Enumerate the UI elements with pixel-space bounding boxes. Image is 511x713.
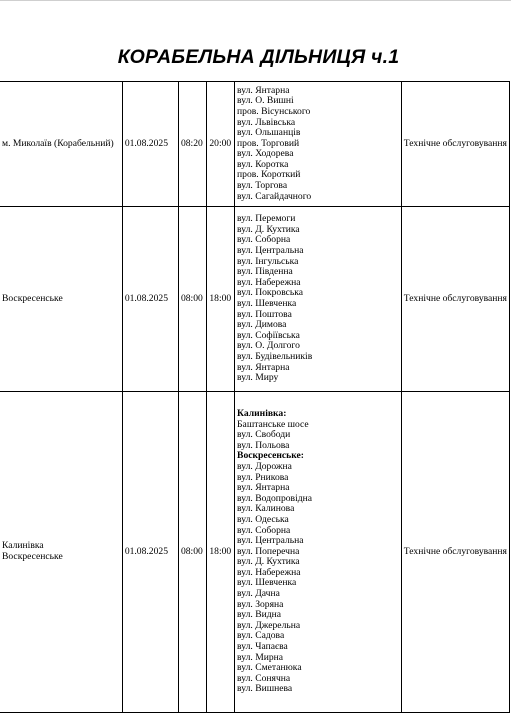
start-time-cell: 08:20: [178, 82, 206, 207]
street-item: вул. Польова: [237, 439, 290, 451]
outage-schedule-table: [0, 81, 510, 713]
table-row: [0, 82, 510, 207]
street-item: вул. Набережна: [237, 566, 301, 578]
street-item: вул. Шевченка: [237, 577, 297, 589]
end-time-cell: 18:00: [207, 207, 235, 392]
start-time-cell: 08:00: [178, 207, 206, 392]
date-cell: 01.08.2025: [122, 207, 178, 392]
date-cell: 01.08.2025: [122, 82, 178, 207]
street-item: вул. Зоряна: [237, 598, 284, 610]
street-item: вул. Сметанюка: [237, 662, 302, 674]
street-item: вул. Ходорева: [237, 148, 294, 160]
street-item: вул. Поштова: [237, 308, 292, 320]
street-item: вул. Львівська: [237, 116, 296, 128]
street-item: пров. Торговий: [237, 137, 300, 149]
streets-cell: [235, 392, 402, 713]
streets-cell: [235, 207, 402, 392]
end-time-cell: 18:00: [207, 392, 235, 713]
street-item: вул. Південна: [237, 266, 293, 278]
end-time-cell: 20:00: [207, 82, 235, 207]
settlement-heading: Калинівка:: [237, 407, 287, 419]
street-item: Баштанське шосе: [237, 418, 309, 430]
settlement-heading: Воскресенське:: [237, 450, 304, 462]
street-item: вул. Центральна: [237, 245, 304, 257]
street-item: вул. Набережна: [237, 276, 301, 288]
date-cell: 01.08.2025: [122, 392, 178, 713]
street-item: вул. Д. Кухтика: [237, 556, 300, 568]
street-item: пров. Вісунського: [237, 105, 311, 117]
street-item: вул. О. Вишні: [237, 95, 294, 107]
street-item: вул. О. Долгого: [237, 340, 300, 352]
location-cell: Воскресенське: [0, 207, 122, 392]
street-item: вул. Центральна: [237, 535, 304, 547]
street-item: вул. Інгульська: [237, 255, 299, 267]
street-item: вул. Ольшанців: [237, 127, 301, 139]
street-item: вул. Софіївська: [237, 329, 300, 341]
street-item: вул. Дорожна: [237, 460, 292, 472]
street-item: вул. Д. Кухтика: [237, 223, 300, 235]
street-item: вул. Вишнева: [237, 683, 293, 695]
street-item: вул. Садова: [237, 630, 285, 642]
reason-cell: Технічне обслуговування: [401, 207, 509, 392]
street-item: вул. Соборна: [237, 234, 291, 246]
table-row: [0, 392, 510, 713]
start-time-cell: 08:00: [178, 392, 206, 713]
street-item: вул. Торгова: [237, 180, 288, 192]
street-item: вул. Рникова: [237, 471, 289, 483]
street-item: вул. Свободи: [237, 429, 291, 441]
street-item: вул. Чапаєва: [237, 641, 288, 653]
street-item: вул. Будівельників: [237, 350, 313, 362]
location-line: Калинівка Воскресенське: [2, 540, 63, 562]
location-cell: м. Миколаїв (Корабельний): [0, 82, 122, 207]
street-item: вул. Поперечна: [237, 545, 300, 557]
streets-cell: [235, 82, 402, 207]
street-item: вул. Димова: [237, 319, 287, 331]
street-item: вул. Калинова: [237, 503, 295, 515]
street-item: вул. Мирна: [237, 651, 284, 663]
street-item: вул. Джерельна: [237, 619, 301, 631]
reason-cell: Технічне обслуговування: [401, 392, 509, 713]
street-item: вул. Соборна: [237, 524, 291, 536]
reason-cell: Технічне обслуговування: [401, 82, 509, 207]
street-item: вул. Покровська: [237, 287, 304, 299]
street-item: вул. Сагайдачного: [237, 190, 312, 202]
street-item: вул. Миру: [237, 372, 279, 384]
page-title: КОРАБЕЛЬНА ДІЛЬНИЦЯ ч.1: [117, 46, 400, 68]
street-item: вул. Шевченка: [237, 298, 297, 309]
table-row: [0, 207, 510, 392]
street-item: вул. Одеська: [237, 513, 289, 525]
street-item: пров. Короткий: [237, 169, 301, 181]
street-item: вул. Видна: [237, 609, 282, 621]
street-item: вул. Янтарна: [237, 482, 290, 494]
street-item: вул. Дачна: [237, 588, 280, 600]
page-top-border: [0, 0, 511, 1]
street-item: вул. Перемоги: [237, 213, 296, 225]
location-cell: [0, 392, 122, 713]
street-item: вул. Янтарна: [237, 361, 290, 373]
street-item: вул. Янтарна: [237, 84, 290, 96]
street-item: вул. Водопровідна: [237, 492, 313, 504]
street-item: вул. Сонячна: [237, 672, 291, 684]
street-item: вул. Коротка: [237, 158, 289, 170]
